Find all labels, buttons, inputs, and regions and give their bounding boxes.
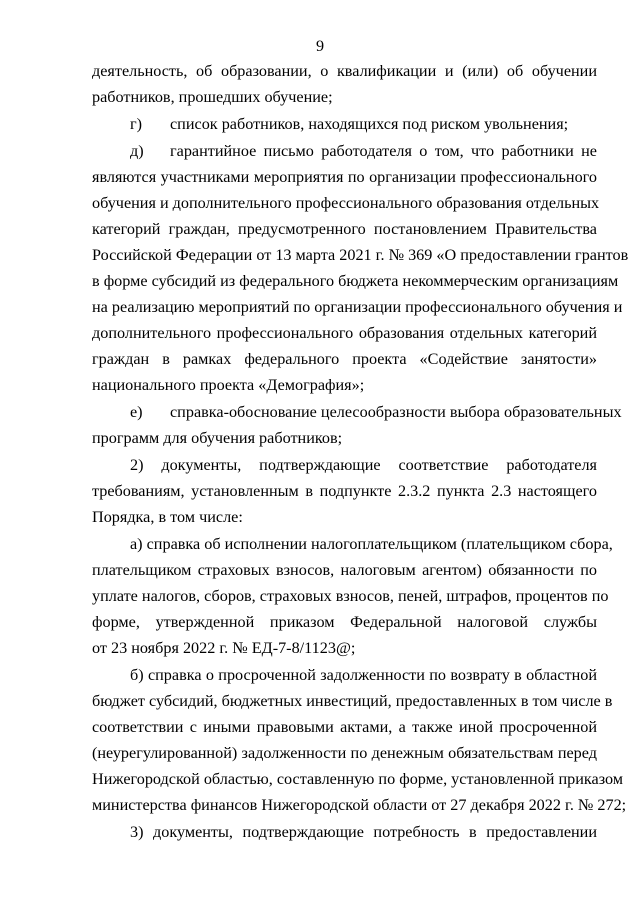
- text-line: список работников, находящихся под риском увольнения;: [170, 115, 569, 133]
- text-line: гарантийное письмо работодателя о том, что работники не: [170, 142, 597, 160]
- text-line: 2) документы, подтверждающие соответствие работодателя: [130, 456, 597, 474]
- text-line: требованиям, установленным в подпункте 2.3.2 пункта 2.3 настоящего: [92, 482, 597, 500]
- list-marker: е): [130, 403, 143, 421]
- text-line: граждан в рамках федерального проекта «Содействие занятости»: [92, 350, 597, 368]
- text-line: на реализацию мероприятий по организации профессионального обучения и: [92, 298, 623, 316]
- text-line: Нижегородской областью, составленную по форме, установленной приказом: [92, 770, 624, 788]
- text-line: национального проекта «Демография»;: [92, 376, 365, 394]
- text-line: 3) документы, подтверждающие потребность в предоставлении: [130, 823, 597, 841]
- text-line: а) справка об исполнении налогоплательщиком (плательщиком сбора,: [130, 535, 613, 553]
- text-line: работников, прошедших обучение;: [92, 88, 333, 106]
- text-line: форме, утвержденной приказом Федеральной налоговой службы: [92, 613, 597, 631]
- text-line: являются участниками мероприятия по организации профессионального: [92, 168, 597, 186]
- text-line: программ для обучения работников;: [92, 429, 343, 447]
- list-marker: г): [130, 115, 143, 133]
- text-line: деятельность, об образовании, о квалификации и (или) об обучении: [92, 62, 597, 80]
- text-line: от 23 ноября 2022 г. № ЕД-7-8/1123@;: [92, 639, 356, 657]
- text-line: справка-обоснование целесообразности выбора образовательных: [170, 403, 622, 421]
- text-line: категорий граждан, предусмотренного постановлением Правительства: [92, 220, 597, 238]
- page-number: 9: [315, 37, 325, 55]
- text-line: (неурегулированной) задолженности по денежным обязательствам перед: [92, 744, 597, 762]
- text-line: Российской Федерации от 13 марта 2021 г. № 369 «О предоставлении грантов: [92, 246, 629, 264]
- text-line: министерства финансов Нижегородской области от 27 декабря 2022 г. № 272;: [92, 796, 627, 814]
- text-line: соответствии с иными правовыми актами, а также иной просроченной: [92, 718, 597, 736]
- list-marker: д): [130, 142, 144, 160]
- text-line: Порядка, в том числе:: [92, 508, 243, 526]
- text-line: б) справка о просроченной задолженности по возврату в областной: [130, 666, 597, 684]
- text-line: дополнительного профессионального образования отдельных категорий: [92, 324, 597, 342]
- text-line: в форме субсидий из федерального бюджета некоммерческим организациям: [92, 272, 619, 290]
- text-line: уплате налогов, сборов, страховых взносов, пеней, штрафов, процентов по: [92, 587, 609, 605]
- text-line: бюджет субсидий, бюджетных инвестиций, предоставленных в том числе в: [92, 692, 613, 710]
- text-line: обучения и дополнительного профессионального образования отдельных: [92, 194, 600, 212]
- text-line: плательщиком страховых взносов, налоговым агентом) обязанности по: [92, 561, 597, 579]
